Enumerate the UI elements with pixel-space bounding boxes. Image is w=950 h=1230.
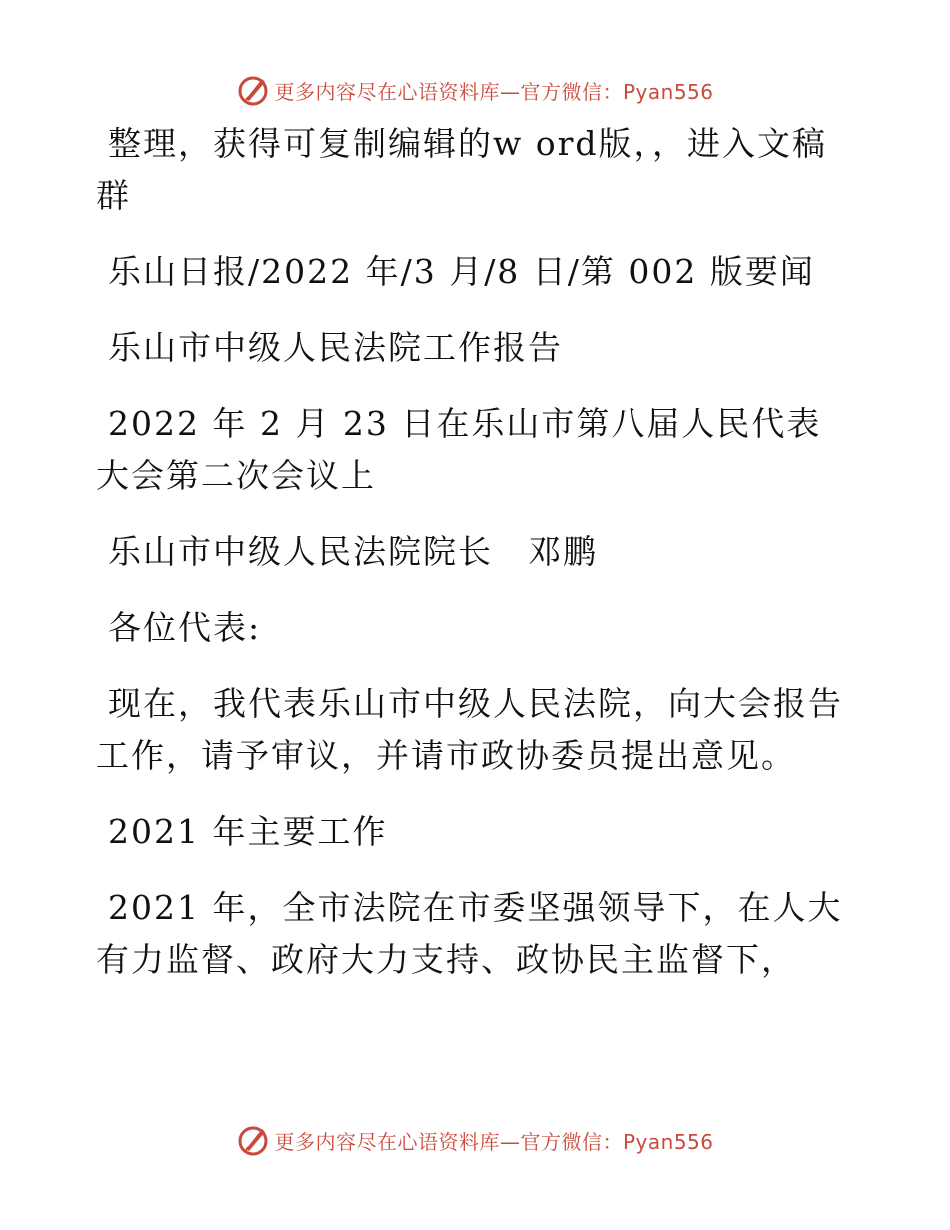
quill-pen-circle-icon: [236, 73, 270, 107]
paragraph-body: 2021 年，全市法院在市委坚强领导下，在人大有力监督、政府大力支持、政协民主监督下，: [96, 888, 843, 979]
footer-watermark: [0, 1120, 950, 1160]
watermark-wechat-id: Pyan556: [622, 79, 714, 104]
quill-pen-circle-icon: [236, 1123, 270, 1157]
watermark-wechat-id: Pyan556: [622, 1129, 714, 1154]
header-watermark: [0, 70, 950, 110]
section-heading: 2021 年主要工作: [108, 812, 388, 851]
paragraph-salutation: 各位代表:: [108, 608, 262, 647]
paragraph-author: 乐山市中级人民法院院长 邓鹏: [108, 532, 598, 571]
watermark-text: 更多内容尽在心语资料库—官方微信：: [274, 79, 623, 104]
watermark-text: 更多内容尽在心语资料库—官方微信：: [274, 1129, 623, 1154]
document-body: [96, 118, 856, 1010]
paragraph-source-line: 乐山日报/2022 年/3 月/8 日/第 002 版要闻: [108, 252, 815, 291]
paragraph-meeting-date: 2022 年 2 月 23 日在乐山市第八届人民代表大会第二次会议上: [96, 404, 822, 495]
paragraph-intro-note: 整理，获得可复制编辑的w ord版，，进入文稿群: [96, 124, 828, 215]
paragraph-opening: 现在，我代表乐山市中级人民法院，向大会报告工作，请予审议，并请市政协委员提出意见。: [96, 684, 843, 775]
document-title: 乐山市中级人民法院工作报告: [108, 328, 563, 367]
